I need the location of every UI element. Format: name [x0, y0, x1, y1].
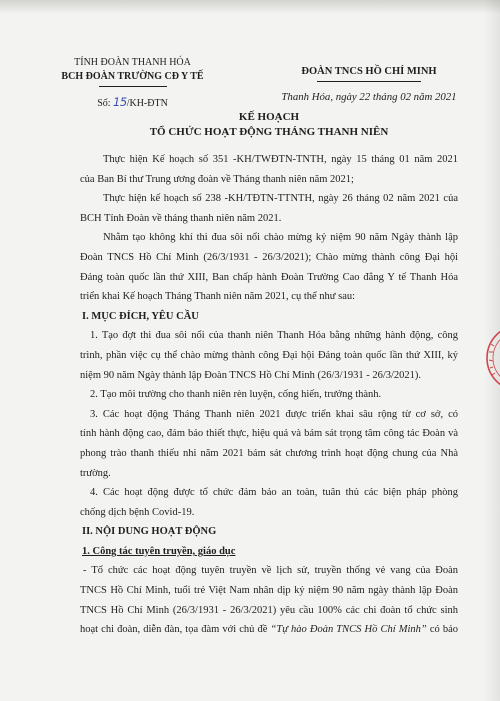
document-number-suffix: /KH-ĐTN [126, 98, 168, 109]
text-line: phong trào thanh thiếu nhi năm 2021 bám sát chương trình hoạt động chung của Nhà [80, 447, 458, 459]
text-line: 2. Tạo môi trường cho thanh niên rèn luyện, cống hiến, trưởng thành. [90, 389, 382, 401]
text-line: - Tổ chức các hoạt động tuyên truyền về lịch sử, truyền thống vẻ vang của Đoàn [83, 565, 458, 577]
organization-motto-block [270, 65, 468, 104]
text-line: trường. [80, 467, 111, 479]
stamp-inner-ring [493, 331, 500, 385]
text-line: triển khai Kế hoạch Tháng Thanh niên năm 2021, cụ thể như sau: [80, 291, 356, 303]
text-line: Nhằm tạo không khí thi đua sôi nổi chào mừng kỷ niệm 90 năm Ngày thành lập [103, 232, 458, 244]
document-subject: TỔ CHỨC HOẠT ĐỘNG THÁNG THANH NIÊN [149, 126, 389, 138]
list-item [80, 483, 458, 522]
text-line: Đảng toàn quốc lần thứ XIII, Ban chấp hành Đoàn Trường Cao đẳng Y tế Thanh Hóa [80, 271, 458, 283]
text-line: Thực hiện kế hoạch số 238 -KH/TĐTN-TTNTH, ngày 26 tháng 02 năm 2021 của [103, 193, 458, 205]
place-and-date: Thanh Hóa, ngày 22 tháng 02 năm 2021 [281, 91, 457, 103]
text-line: chống dịch bệnh Covid-19. [80, 506, 195, 518]
list-item [80, 326, 458, 385]
preamble-paragraph [80, 150, 458, 189]
text-line: Đoàn TNCS Hồ Chí Minh (26/3/1931 - 26/3/2021); Chào mừng thành công Đại hội [80, 251, 458, 263]
document-type: KẾ HOẠCH [238, 111, 300, 123]
document-number [40, 95, 225, 111]
handwritten-number: 15 [113, 95, 127, 109]
quoted-theme: “Tự hào Đoàn TNCS Hồ Chí Minh” [270, 624, 427, 636]
list-item [80, 405, 458, 483]
text-line: niệm 90 năm Ngày thành lập Đoàn TNCS Hồ Chí Minh (26/3/1931 - 26/3/2021). [80, 369, 422, 381]
issuing-organization: BCH ĐOÀN TRƯỜNG CĐ Y TẾ [61, 71, 204, 82]
scan-shadow-top [0, 0, 500, 14]
header-divider-left [99, 86, 167, 87]
document-title [80, 110, 458, 140]
section-heading: II. NỘI DUNG HOẠT ĐỘNG [82, 526, 217, 538]
text-run: có bảo [426, 624, 458, 636]
preamble-paragraph [80, 228, 458, 306]
text-line: tính hành động cao, đảm bảo thiết thực, hiệu quả và bám sát trọng tâm công tác Đoàn và [80, 428, 458, 440]
text-line: BCH Tỉnh Đoàn về tháng thanh niên năm 2021. [80, 212, 282, 224]
text-run: hoạt chi đoàn, diễn đàn, tọa đàm với chủ đề [80, 624, 271, 636]
text-line: Thực hiện Kế hoạch số 351 -KH/TWĐTN-TNTH, ngày 15 tháng 01 năm 2021 [103, 154, 458, 165]
red-stamp [480, 322, 500, 394]
text-line: TNCS Hồ Chí Minh (26/3/1931 - 26/3/2021) yêu cầu 100% các chi đoàn tổ chức sinh [80, 604, 458, 616]
stamp-outer-ring [487, 325, 500, 391]
text-line: 3. Các hoạt động Tháng Thanh niên 2021 được triển khai sâu rộng từ cơ sở, có [90, 408, 458, 420]
parent-organization: TỈNH ĐOÀN THANH HÓA [74, 57, 191, 68]
document-number-prefix: Số: [97, 98, 114, 109]
section-heading: I. MỤC ĐÍCH, YÊU CẦU [82, 310, 199, 322]
bullet-paragraph [80, 561, 458, 639]
document-body [80, 150, 458, 640]
union-name: ĐOÀN TNCS HỒ CHÍ MINH [301, 66, 437, 77]
text-line: 1. Tạo đợt thi đua sôi nổi của thanh niên Thanh Hóa bằng những hành động, công [90, 330, 458, 342]
text-line: TNCS Hồ Chí Minh, tuổi trẻ Việt Nam nhân dịp kỷ niệm 90 năm ngày thành lập Đoàn [80, 585, 458, 597]
header-divider-right [317, 81, 421, 82]
text-line: của Ban Bí thư Trung ương đoàn về Tháng thanh niên năm 2021; [80, 173, 354, 185]
subsection-heading: 1. Công tác tuyên truyền, giáo dục [82, 545, 236, 557]
preamble-paragraph [80, 189, 458, 228]
text-line: trình, phần việc cụ thể chào mừng thành công Đại hội Đảng toàn quốc lần thứ XIII, kỷ [80, 349, 458, 361]
text-line: 4. Các hoạt động được tổ chức đảm bảo an toàn, tuân thủ các biện pháp phòng [90, 487, 458, 499]
text-line [80, 620, 458, 640]
issuing-body-block [40, 56, 225, 111]
list-item [80, 385, 458, 405]
